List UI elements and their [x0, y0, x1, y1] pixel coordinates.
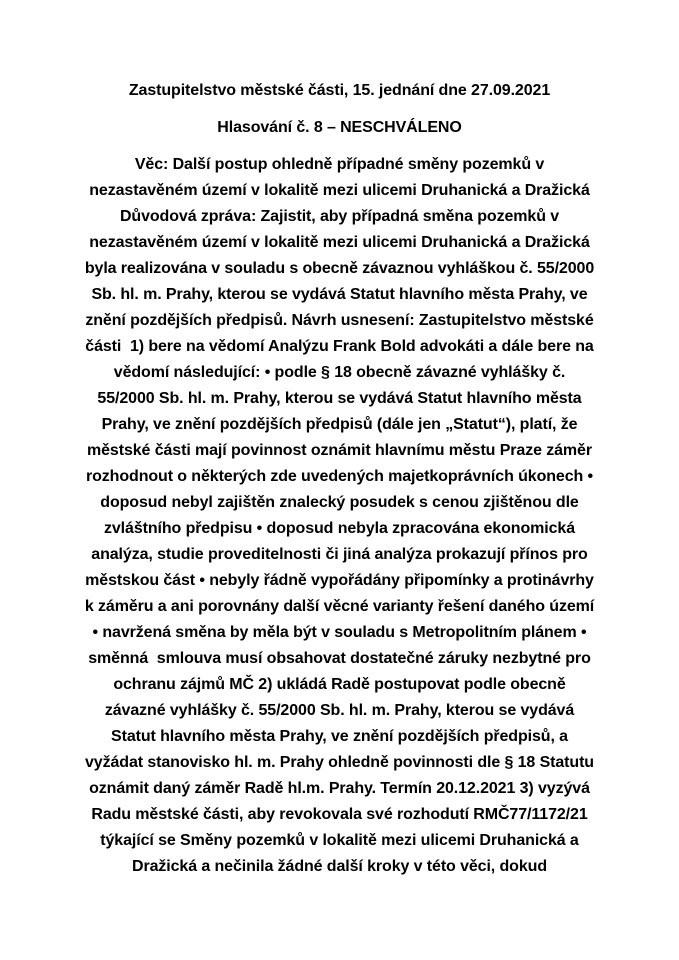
vote-result-heading: Hlasování č. 8 – NESCHVÁLENO [217, 119, 462, 136]
document-body-text: Věc: Další postup ohledně případné směny pozemků v nezastavěném území v lokalitě mezi ulicemi Druhanická a Dražická Důvodová zpráva: Zajistit, aby případná směna pozemků v nezastavěném území v lokalitě mezi ulicemi Druhanická a Dražická byla realizována v souladu s obecně závaznou vyhláškou č. 55/2000 Sb. hl. m. Prahy, kterou se vydává Statut hlavního města Prahy, ve znění pozdějších předpisů. Návrh usnesení: Zastupitelstvo městské části 1) bere na vědomí Analýzu Frank Bold advokáti a dále bere na vědomí následující: • podle § 18 obecně závazné vyhlášky č. 55/2000 Sb. hl. m. Prahy, kterou se vydává Statut hlavního města Prahy, ve znění pozdějších předpisů (dále jen „Statut“), platí, že městské části mají povinnost oznámit hlavnímu městu Praze záměr rozhodnout o některých zde uvedených majetkoprávních úkonech • doposud nebyl zajištěn znalecký posudek s cenou zjištěnou dle zvláštního předpisu • doposud nebyla zpracována ekonomická analýza, studie proveditelnosti či jiná analýza prokazují přínos pro městskou část • nebyly řádně vypořádány připomínky a protinávrhy k záměru a ani porovnány další věcné varianty řešení daného území • navržená směna by měla být v souladu s Metropolitním plánem • směnná smlouva musí obsahovat dostatečné záruky nezbytné pro ochranu zájmů MČ 2) ukládá Radě postupovat podle obecně závazné vyhlášky č. 55/2000 Sb. hl. m. Prahy, kterou se vydává Statut hlavního města Prahy, ve znění pozdějších předpisů, a vyžádat stanovisko hl. m. Prahy ohledně povinnosti dle § 18 Statutu oznámit daný záměr Radě hl.m. Prahy. Termín 20.12.2021 3) vyzývá Radu městské části, aby revokovala své rozhodutí RMČ77/1172/21 týkající se Směny pozemků v lokalitě mezi ulicemi Druhanická a Dražická a nečinila žádné další kroky v této věci, dokud [84, 156, 595, 875]
document-title: Zastupitelstvo městské části, 15. jednání dne 27.09.2021 [128, 82, 551, 99]
